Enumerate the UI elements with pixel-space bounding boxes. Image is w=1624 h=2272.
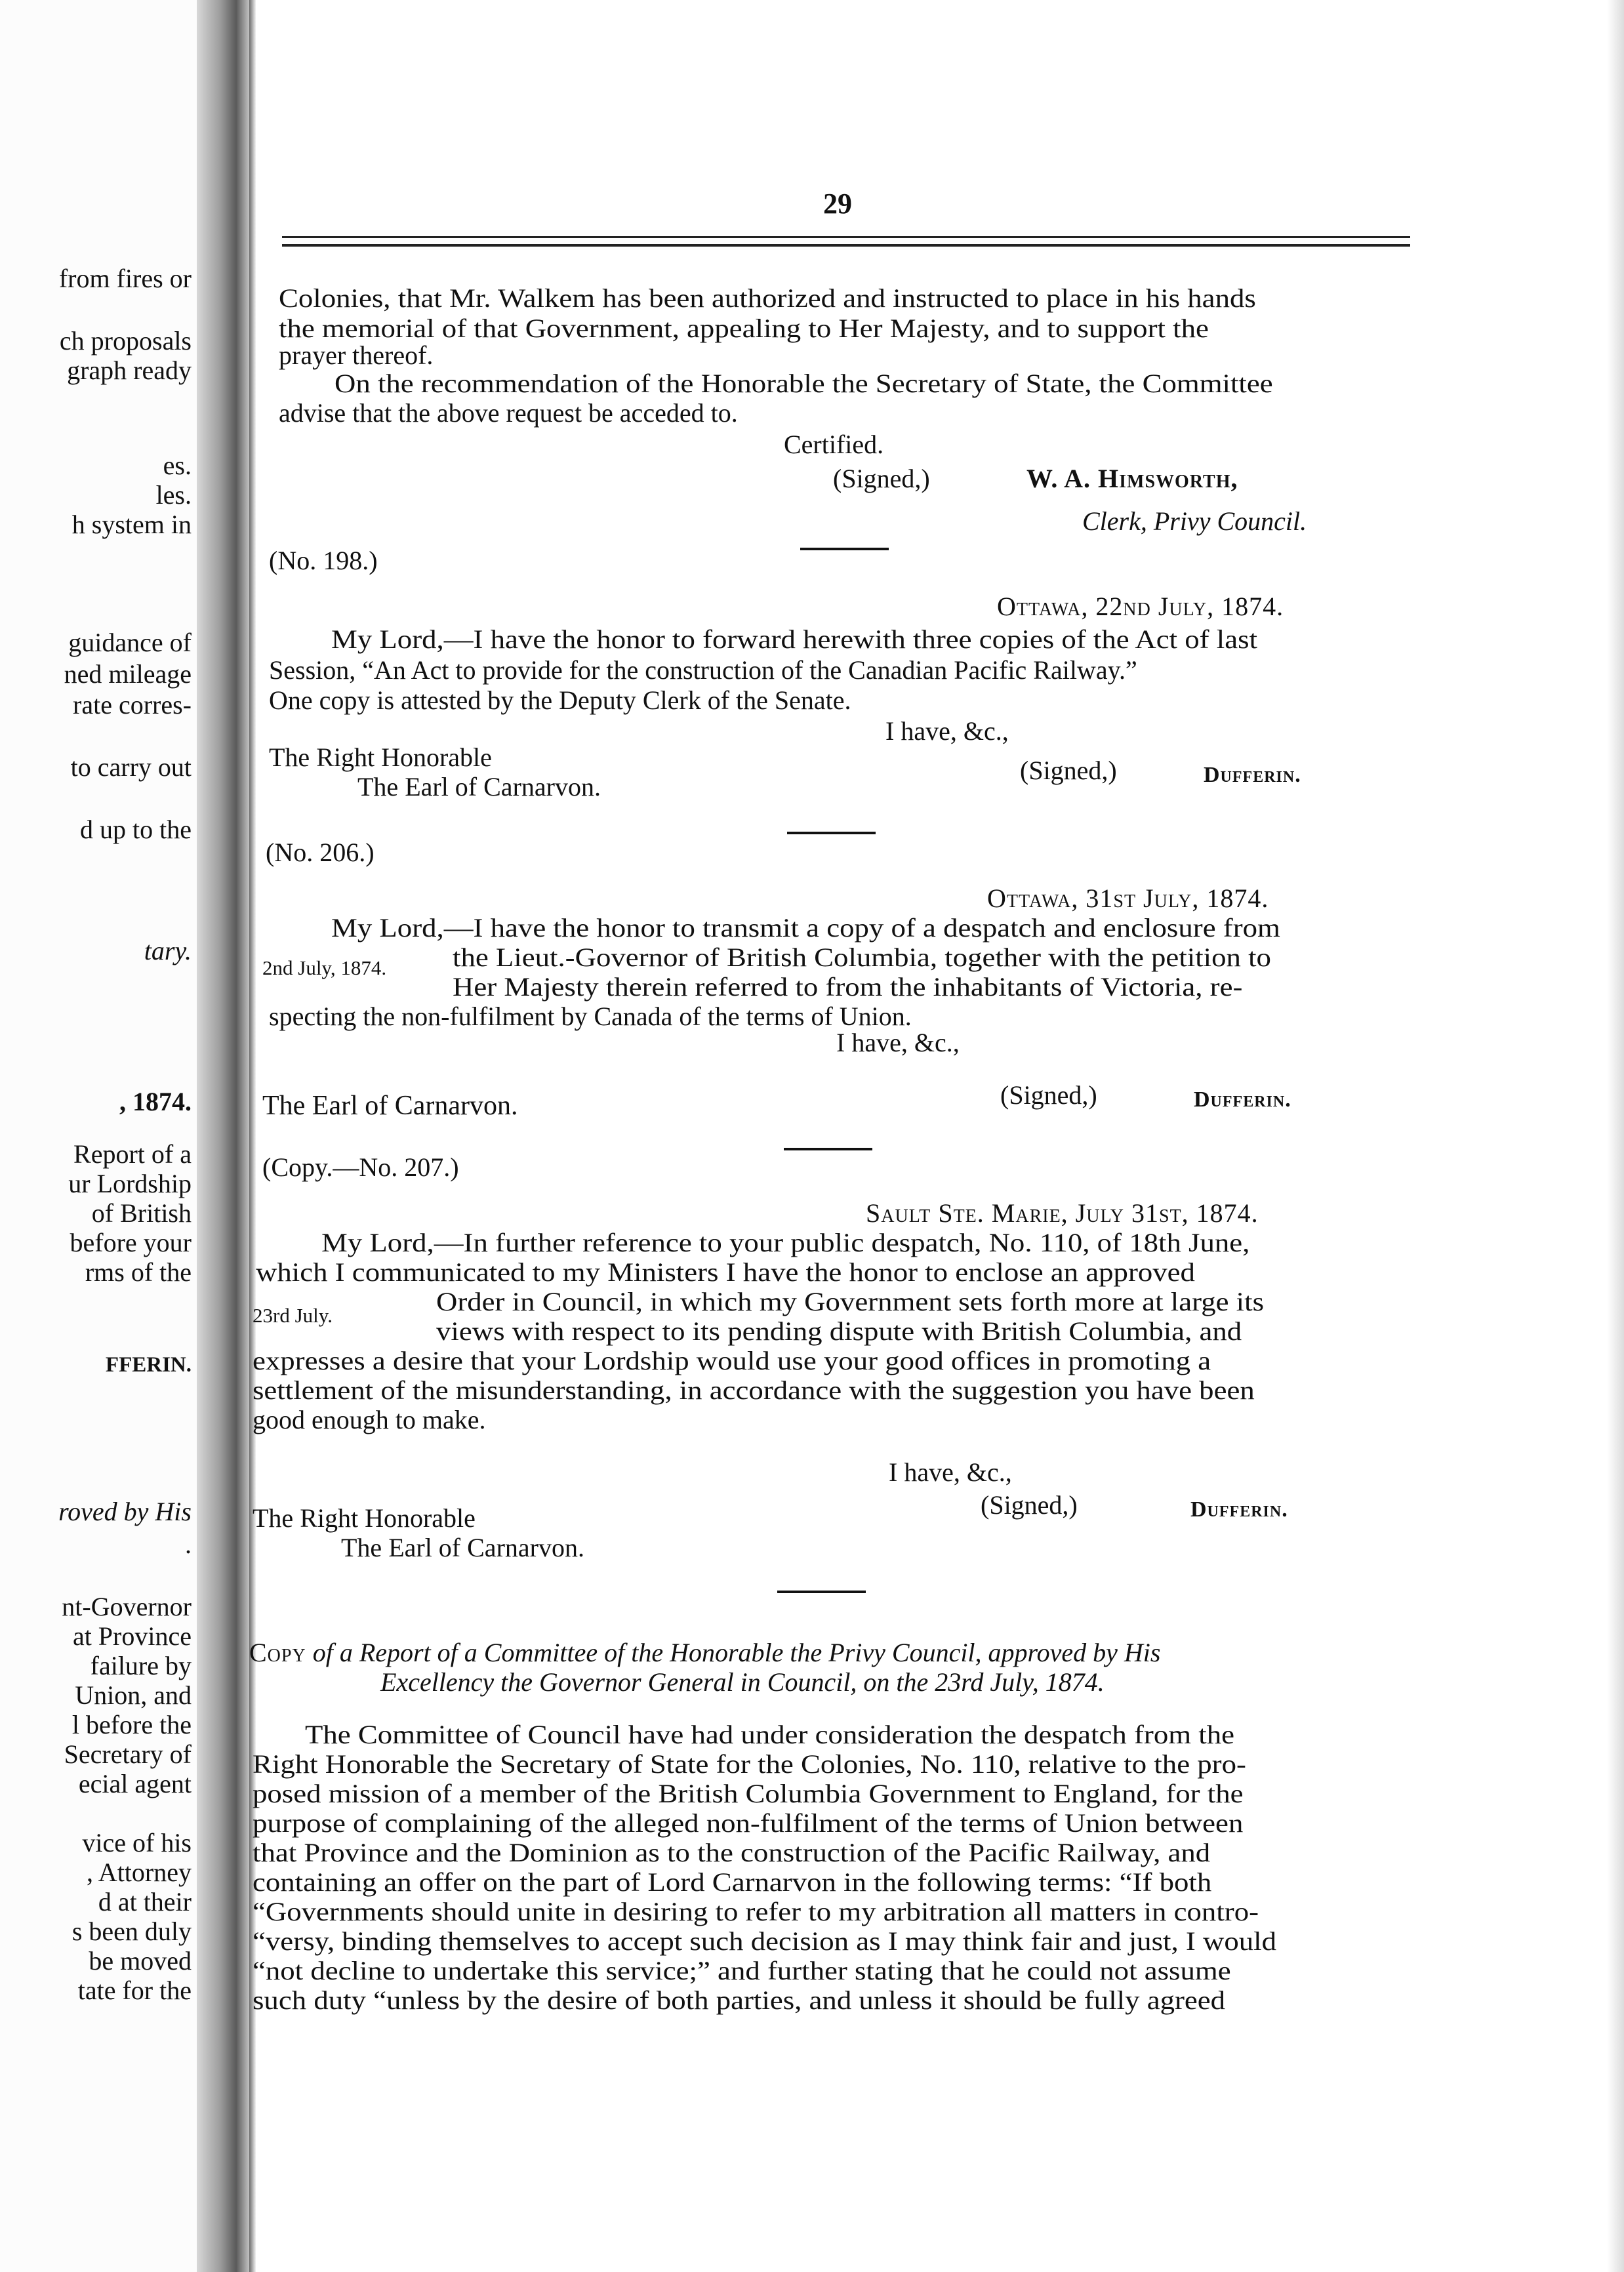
letter-text-line: My Lord,—I have the honor to forward herewith three copies of the Act of last — [331, 624, 1258, 654]
facing-page-line: s been duly — [71, 1917, 192, 1946]
signature-dufferin: Dufferin. — [1194, 1087, 1291, 1112]
report-heading-line-2: Excellency the Governor General in Council, on the 23rd July, 1874. — [380, 1667, 1105, 1697]
facing-page-line: ned mileage — [64, 659, 192, 689]
section-separator — [800, 548, 889, 550]
facing-page-line: , Attorney — [87, 1857, 192, 1887]
facing-page-line: FFERIN. — [105, 1353, 192, 1377]
report-text-line: containing an offer on the part of Lord Carnarvon in the following terms: “If both — [253, 1867, 1212, 1897]
report-text-line: posed mission of a member of the British Columbia Government to England, for the — [253, 1779, 1244, 1808]
facing-page-line: ecial agent — [78, 1769, 192, 1798]
letter-text-line: Order in Council, in which my Government sets forth more at large its — [436, 1287, 1265, 1316]
report-text-line: purpose of complaining of the alleged non-fulfilment of the terms of Union between — [253, 1808, 1244, 1838]
body-text-line: prayer thereof. — [279, 340, 434, 370]
report-text-line: Right Honorable the Secretary of State for the Colonies, No. 110, relative to the pro- — [253, 1749, 1246, 1779]
signature-dufferin: Dufferin. — [1190, 1497, 1288, 1522]
signature-dufferin: Dufferin. — [1204, 763, 1301, 787]
facing-page-line: les. — [155, 480, 192, 510]
header-rule — [282, 236, 1410, 238]
facing-page-line: l before the — [71, 1710, 192, 1739]
facing-page-line: Union, and — [75, 1680, 192, 1710]
margin-note: 23rd July. — [253, 1304, 333, 1327]
letter-text-line: expresses a desire that your Lordship would use your good offices in promoting a — [253, 1346, 1211, 1375]
facing-page-line: ch proposals — [59, 326, 192, 355]
section-separator — [777, 1591, 866, 1593]
addressee-line: The Earl of Carnarvon. — [357, 772, 601, 801]
signed-label: (Signed,) — [1020, 756, 1117, 785]
letter-text-line: specting the non-fulfilment by Canada of the terms of Union. — [269, 1002, 912, 1031]
addressee-line: The Earl of Carnarvon. — [262, 1091, 518, 1121]
facing-page-line: be moved — [89, 1946, 192, 1976]
facing-page-line: rate corres- — [73, 690, 192, 720]
signer-title: Clerk, Privy Council. — [1082, 506, 1307, 536]
facing-page-line: . — [185, 1530, 192, 1559]
report-text-line: “versy, binding themselves to accept such decision as I may think fair and just, I would — [253, 1926, 1276, 1956]
body-text-line: Colonies, that Mr. Walkem has been authorized and instructed to place in his hands — [279, 283, 1256, 313]
facing-page-line: es. — [163, 451, 192, 480]
report-text-line: The Committee of Council have had under consideration the despatch from the — [305, 1720, 1235, 1749]
facing-page-line: at Province — [72, 1621, 192, 1651]
facing-page — [0, 0, 197, 2272]
page-number: 29 — [823, 188, 852, 220]
facing-page-line: to carry out — [70, 752, 192, 782]
body-text-line: the memorial of that Government, appealing to Her Majesty, and to support the — [279, 314, 1209, 343]
facing-page-line: , 1874. — [119, 1087, 192, 1116]
facing-page-line: tary. — [144, 936, 192, 965]
section-separator — [784, 1148, 872, 1150]
header-rule-double — [282, 244, 1410, 247]
facing-page-line: ur Lordship — [68, 1169, 192, 1198]
section-separator — [787, 832, 876, 834]
closing-formula: I have, &c., — [885, 716, 1009, 746]
book-gutter — [197, 0, 249, 2272]
facing-page-line: guidance of — [68, 628, 192, 657]
facing-page-line: tate for the — [77, 1976, 192, 2005]
facing-page-line: roved by His — [58, 1497, 192, 1526]
letter-number: (No. 198.) — [269, 546, 378, 575]
report-text-line: “not decline to undertake this service;” and further stating that he could not assume — [253, 1956, 1231, 1985]
signed-label: (Signed,) — [1000, 1080, 1097, 1110]
report-heading-line-1 — [249, 1640, 1160, 1666]
body-text-line: On the recommendation of the Honorable the Secretary of State, the Committee — [335, 369, 1273, 398]
certified-label: Certified. — [784, 430, 884, 459]
addressee-line: The Earl of Carnarvon. — [341, 1533, 584, 1562]
report-text-line: that Province and the Dominion as to the construction of the Pacific Railway, and — [253, 1838, 1211, 1867]
addressee-line: The Right Honorable — [253, 1503, 476, 1533]
facing-page-line: before your — [70, 1228, 192, 1257]
facing-page-line: of British — [91, 1198, 192, 1228]
facing-page-line: Secretary of — [64, 1739, 192, 1769]
letter-number: (No. 206.) — [266, 838, 375, 867]
letter-text-line: good enough to make. — [253, 1405, 486, 1434]
letter-text-line: the Lieut.-Governor of British Columbia, together with the petition to — [453, 943, 1271, 972]
letter-date: Ottawa, 22nd July, 1874. — [997, 592, 1284, 621]
letter-text-line: views with respect to its pending dispute with British Columbia, and — [436, 1316, 1242, 1346]
facing-page-line: Report of a — [73, 1139, 192, 1169]
facing-page-line: from fires or — [58, 264, 192, 293]
addressee-line: The Right Honorable — [269, 742, 492, 772]
letter-date: Ottawa, 31st July, 1874. — [987, 883, 1269, 913]
report-heading-lead: Copy — [249, 1638, 306, 1667]
closing-formula: I have, &c., — [836, 1028, 960, 1057]
body-text-line: advise that the above request be acceded to. — [279, 398, 738, 428]
letter-text-line: My Lord,—In further reference to your public despatch, No. 110, of 18th June, — [321, 1228, 1250, 1257]
letter-date: Sault Ste. Marie, July 31st, 1874. — [866, 1198, 1259, 1228]
letter-text-line: Her Majesty therein referred to from the inhabitants of Victoria, re- — [453, 972, 1243, 1002]
report-heading-text: of a Report of a Committee of the Honorable the Privy Council, approved by His — [312, 1638, 1161, 1667]
page-right-edge — [1607, 0, 1624, 2272]
facing-page-line: h system in — [71, 510, 192, 539]
letter-number: (Copy.—No. 207.) — [262, 1152, 459, 1182]
signer-name: W. A. Himsworth, — [1026, 464, 1238, 493]
closing-formula: I have, &c., — [889, 1457, 1012, 1487]
facing-page-line: failure by — [90, 1651, 192, 1680]
facing-page-line: graph ready — [67, 355, 192, 385]
signed-label: (Signed,) — [981, 1490, 1078, 1520]
letter-text-line: settlement of the misunderstanding, in accordance with the suggestion you have been — [253, 1375, 1255, 1405]
facing-page-line: d at their — [98, 1887, 192, 1917]
facing-page-line: rms of the — [85, 1257, 192, 1287]
report-text-line: such duty “unless by the desire of both parties, and unless it should be fully agreed — [253, 1985, 1226, 2015]
report-text-line: “Governments should unite in desiring to refer to my arbitration all matters in contro- — [253, 1897, 1259, 1926]
facing-page-line: nt-Governor — [62, 1592, 192, 1621]
margin-note: 2nd July, 1874. — [262, 956, 387, 979]
letter-text-line: which I communicated to my Ministers I have the honor to enclose an approved — [256, 1257, 1195, 1287]
letter-text-line: My Lord,—I have the honor to transmit a copy of a despatch and enclosure from — [331, 913, 1280, 943]
letter-text-line: Session, “An Act to provide for the construction of the Canadian Pacific Railway.” — [269, 655, 1137, 685]
signed-label: (Signed,) — [833, 464, 930, 493]
facing-page-line: d up to the — [80, 815, 192, 844]
letter-text-line: One copy is attested by the Deputy Clerk of the Senate. — [269, 685, 851, 715]
facing-page-line: vice of his — [82, 1828, 192, 1857]
